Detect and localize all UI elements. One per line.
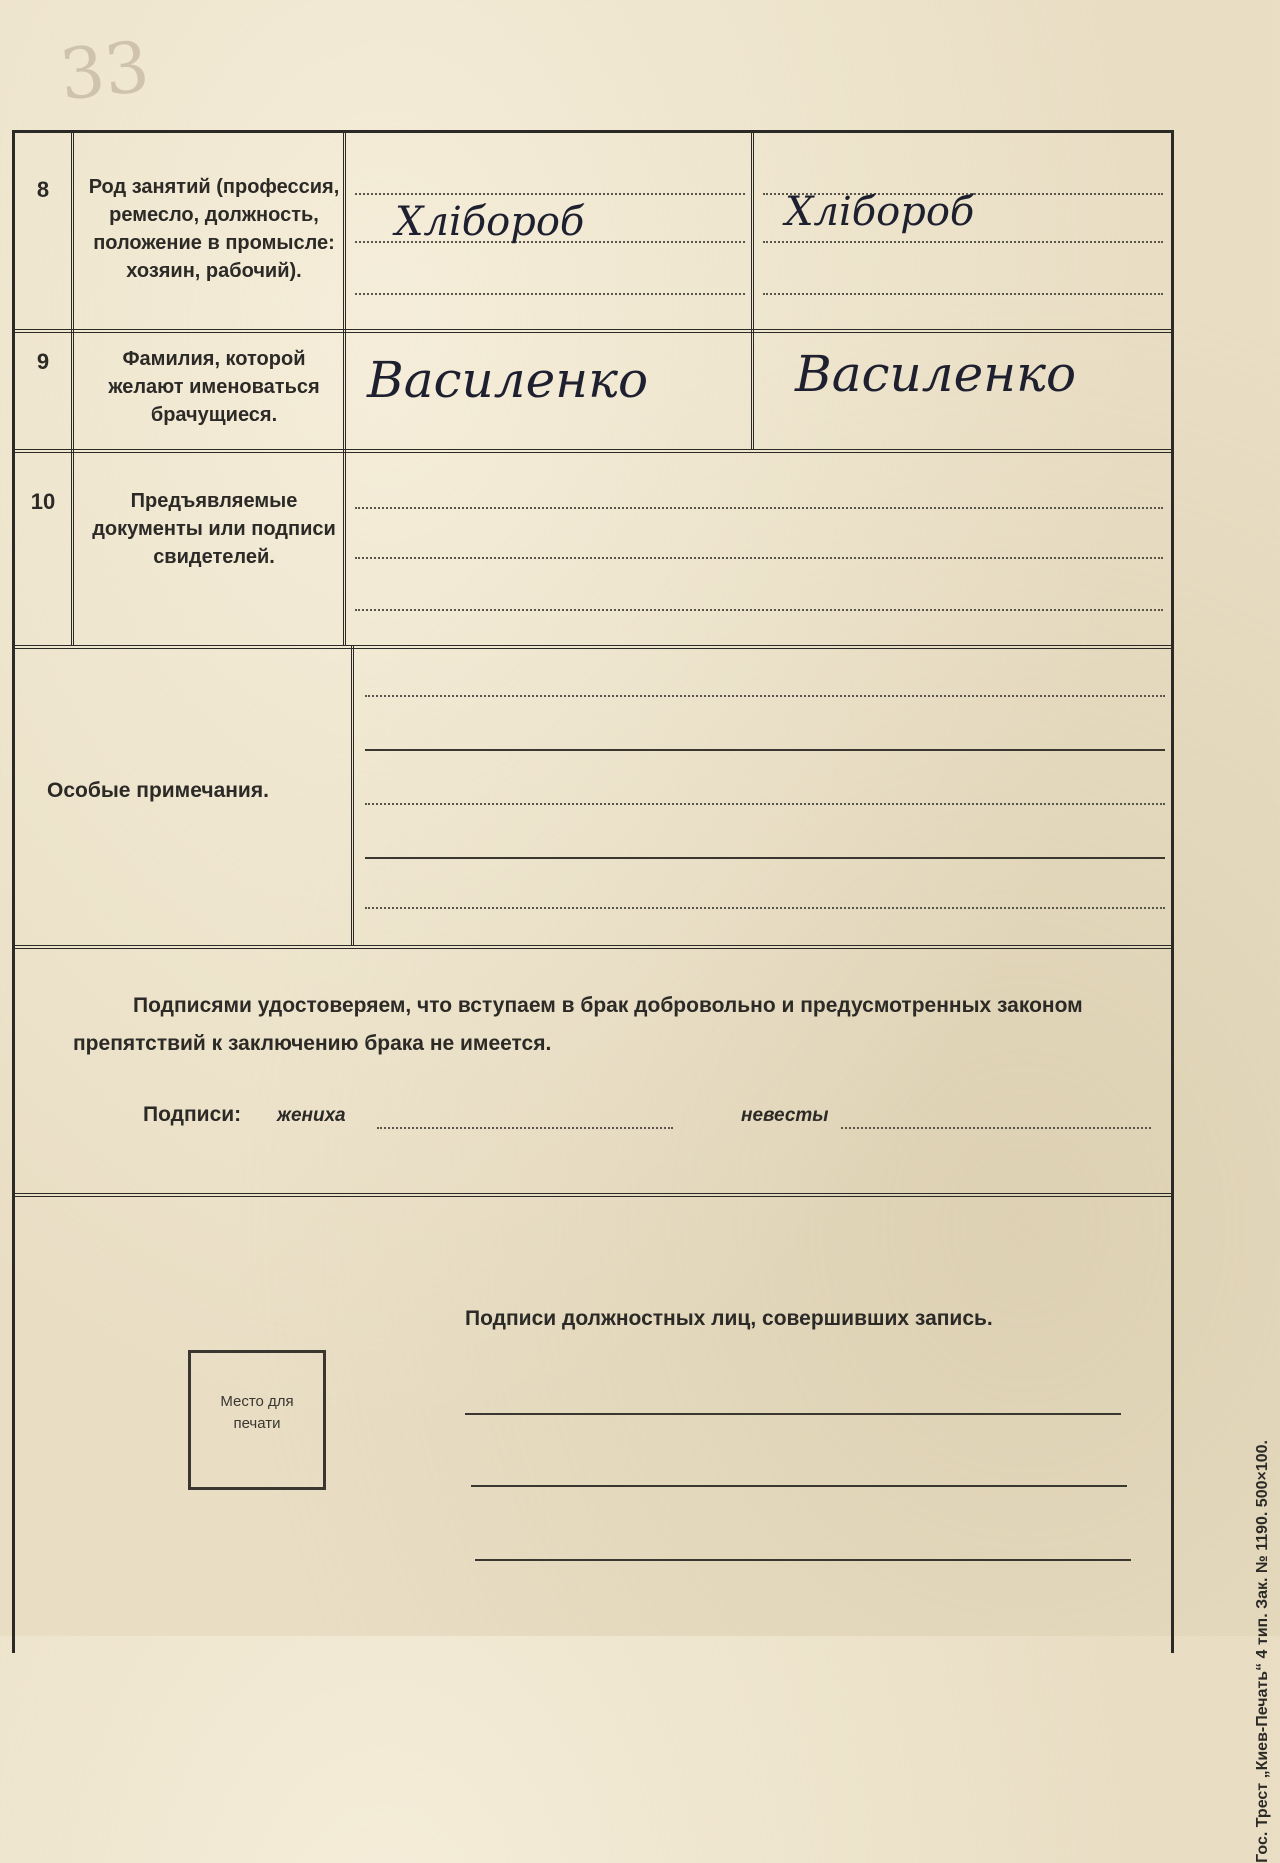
signatures-prefix: Подписи: [143, 1103, 242, 1126]
row-label: Род занятий (профессия, ремесло, должность, положение в промысле: хозяин, рабочий). [88, 176, 340, 282]
row-surname [15, 329, 1171, 453]
bride-signature-line [841, 1127, 1151, 1129]
column-divider [71, 449, 74, 645]
official-signature-line [475, 1559, 1131, 1561]
official-signature-line [465, 1413, 1121, 1415]
row-number: 9 [36, 349, 50, 374]
official-signature-line [471, 1485, 1127, 1487]
row-number: 10 [30, 489, 56, 514]
row-remarks [15, 645, 1171, 949]
column-divider [751, 133, 754, 329]
corner-page-mark: 33 [55, 25, 154, 117]
declaration-text: Подписями удостоверяем, что вступаем в брак добровольно и предусмотренных законом препятствий к заключению брака не имеется. [73, 994, 1083, 1055]
remarks-label: Особые примечания. [47, 779, 269, 802]
officials-caption: Подписи должностных лиц, совершивших запись. [465, 1307, 993, 1330]
row-number: 8 [36, 177, 50, 202]
row-occupation [15, 133, 1171, 333]
bride-surname: Василенко [795, 345, 1077, 403]
column-divider [343, 329, 346, 449]
column-divider [71, 329, 74, 449]
row-label: Предъявляемые документы или подписи свидетелей. [92, 490, 336, 568]
groom-surname: Василенко [367, 351, 649, 409]
stamp-place-box [188, 1350, 326, 1490]
stamp-place-label: Место для печати [220, 1393, 294, 1432]
declaration-section [15, 945, 1171, 1197]
column-divider [343, 133, 346, 329]
form-table [12, 130, 1174, 1653]
printer-imprint: Гос. Трест „Киев-Печать“ 4 тип. Зак. № 1190. 500×100. [1254, 1440, 1271, 1863]
column-divider [351, 645, 354, 945]
column-divider [71, 133, 74, 329]
groom-signature-label: жениха [277, 1105, 346, 1126]
column-divider [751, 329, 754, 449]
groom-occupation: Хлібороб [395, 199, 585, 245]
bride-signature-label: невесты [741, 1105, 829, 1126]
row-label: Фамилия, которой желают именоваться брачущиеся. [108, 348, 320, 426]
bride-occupation: Хлібороб [785, 189, 975, 235]
groom-signature-line [377, 1127, 673, 1129]
row-documents [15, 449, 1171, 649]
column-divider [343, 449, 346, 645]
